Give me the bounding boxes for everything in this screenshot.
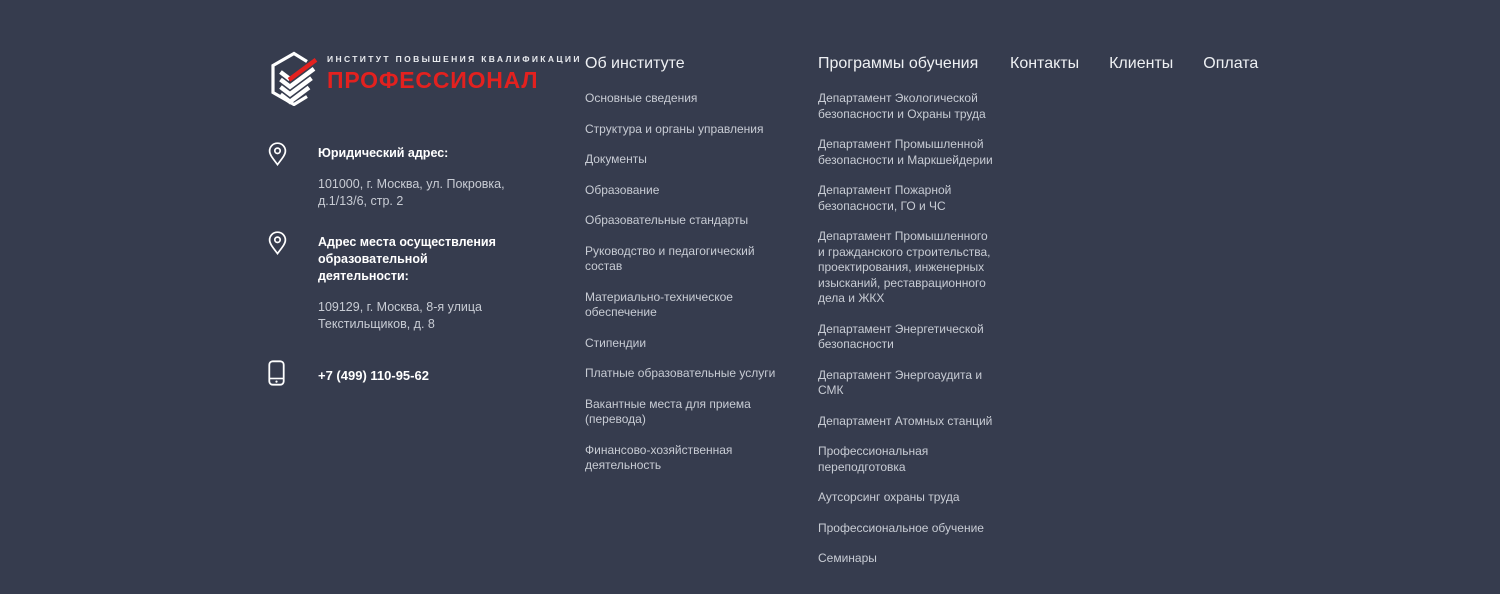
logo-name: ПРОФЕССИОНАЛ [327, 67, 539, 93]
program-link[interactable]: Профессиональная переподготовка [818, 444, 929, 474]
mobile-phone-icon [268, 360, 285, 386]
phone-number[interactable]: +7 (499) 110-95-62 [318, 368, 429, 383]
edu-address-label: Адрес места осуществления образовательной деятельности: [318, 235, 496, 283]
program-link[interactable]: Департамент Энергоаудита и СМК [818, 367, 983, 397]
logo[interactable] [268, 50, 582, 106]
about-link[interactable]: Основные сведения [585, 91, 698, 105]
logo-text [327, 50, 582, 94]
phone-block [318, 363, 520, 384]
edu-address-value: 109129, г. Москва, 8-я улица Текстильщиков, д. 8 [318, 300, 482, 331]
footer-nav [1010, 54, 1288, 74]
logo-tagline: ИНСТИТУТ ПОВЫШЕНИЯ КВАЛИФИКАЦИИ [327, 54, 582, 64]
programs-title-link[interactable]: Программы обучения [818, 55, 979, 72]
program-link[interactable]: Аутсорсинг охраны труда [818, 490, 960, 504]
location-pin-icon [268, 231, 287, 256]
about-link[interactable]: Материально-техническое обеспечение [585, 289, 733, 319]
contact-block [268, 145, 520, 384]
about-link[interactable]: Платные образовательные услуги [585, 366, 776, 380]
nav-link[interactable]: Оплата [1203, 55, 1259, 72]
logo-hexagon-checkmark-icon [268, 50, 320, 106]
nav-link[interactable]: Клиенты [1109, 55, 1174, 72]
program-link[interactable]: Департамент Промышленного и гражданского строительства, проектирования, инженерных изысканий, реставрационного дела и ЖКХ [818, 229, 991, 305]
footer-left-column [268, 50, 582, 408]
program-link[interactable]: Семинары [818, 551, 877, 565]
program-link[interactable]: Департамент Промышленной безопасности и Маркшейдерии [818, 137, 993, 167]
about-link[interactable]: Структура и органы управления [585, 121, 764, 136]
programs-links-list [818, 91, 996, 567]
footer-column-programs [818, 54, 996, 582]
footer-column-about [585, 54, 781, 489]
location-pin-icon [268, 142, 287, 167]
program-link[interactable]: Профессиональное обучение [818, 520, 984, 535]
legal-address-block [318, 145, 520, 210]
about-link[interactable]: Образовательные стандарты [585, 213, 749, 227]
about-link[interactable]: Финансово-хозяйственная деятельность [585, 442, 733, 472]
about-links-list [585, 91, 781, 474]
legal-address-label: Юридический адрес: [318, 146, 449, 160]
nav-link[interactable]: Контакты [1010, 55, 1080, 72]
program-link[interactable]: Департамент Экологической безопасности и Охраны труда [818, 91, 986, 121]
about-link[interactable]: Стипендии [585, 335, 647, 350]
program-link[interactable]: Департамент Атомных станций [818, 413, 993, 428]
program-link[interactable]: Департамент Энергетической безопасности [818, 321, 984, 351]
about-title-link[interactable]: Об институте [585, 55, 685, 72]
program-link[interactable]: Департамент Пожарной безопасности, ГО и ЧС [818, 183, 952, 213]
about-link[interactable]: Руководство и педагогический состав [585, 243, 755, 273]
edu-address-block [318, 234, 520, 333]
about-link[interactable]: Документы [585, 152, 647, 166]
about-link[interactable]: Вакантные места для приема (перевода) [585, 396, 751, 426]
legal-address-value: 101000, г. Москва, ул. Покровка, д.1/13/6, стр. 2 [318, 177, 505, 208]
about-link[interactable]: Образование [585, 182, 660, 197]
